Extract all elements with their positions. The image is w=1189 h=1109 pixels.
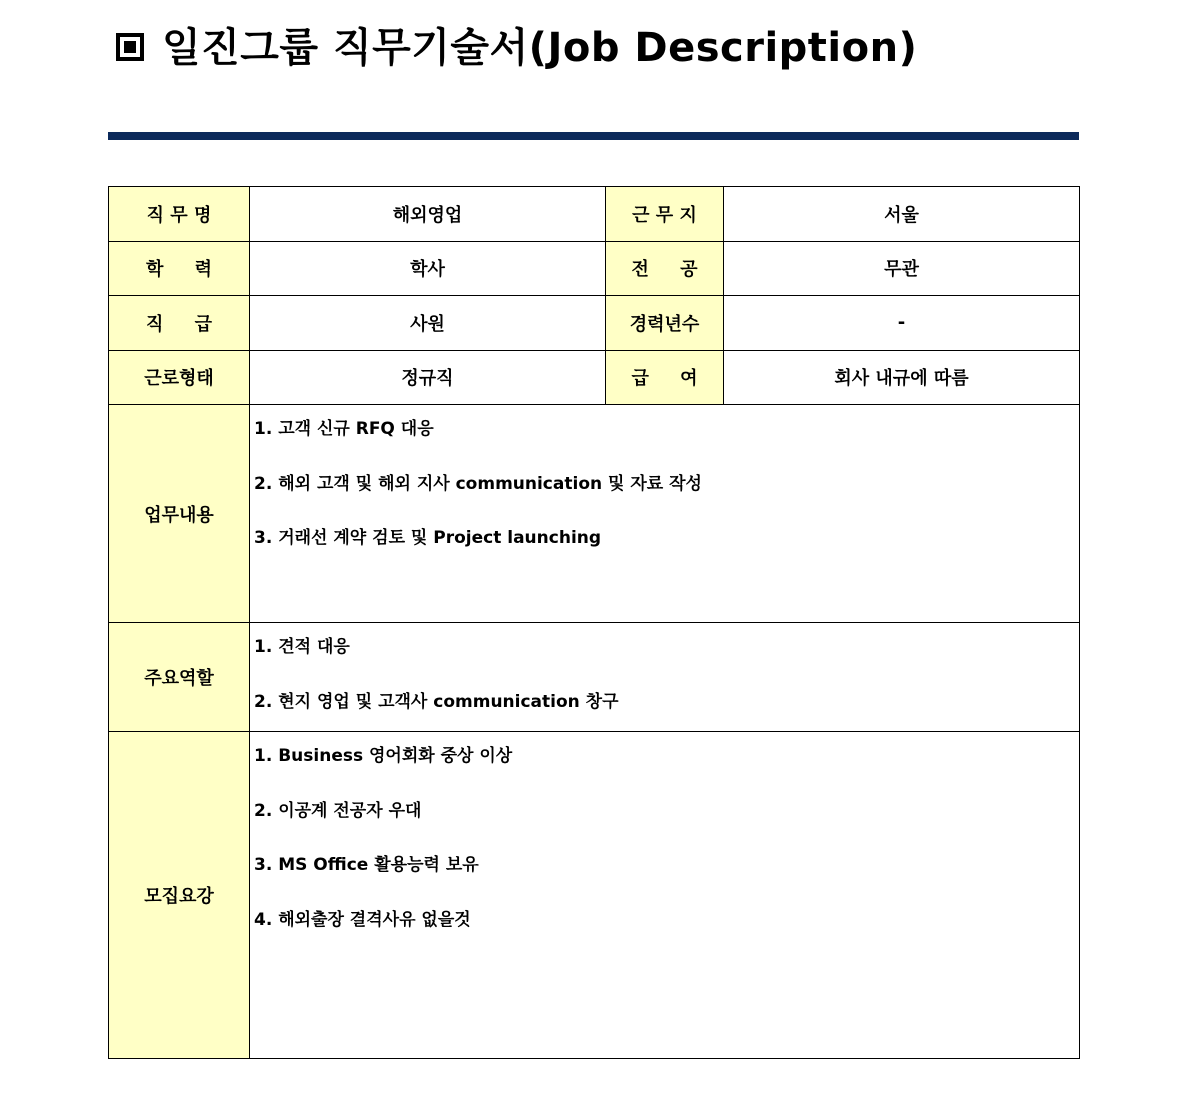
list-item: 1. 고객 신규 RFQ 대응 <box>254 419 434 439</box>
list-item: 2. 현지 영업 및 고객사 communication 창구 <box>254 691 619 712</box>
employment-type-value-text: 정규직 <box>401 368 454 390</box>
requirements-label <box>109 732 250 1059</box>
list-item: 2. 이공계 전공자 우대 <box>254 800 422 821</box>
requirements-content <box>250 732 1080 1059</box>
job-name-label-text: 직 무 명 <box>146 204 212 226</box>
employment-type-value <box>250 350 606 405</box>
salary-label <box>606 350 724 405</box>
table-row <box>109 296 1080 351</box>
duties-label-text: 업무내용 <box>144 504 214 526</box>
list-item: 1. 견적 대응 <box>254 637 350 657</box>
major-value <box>724 241 1080 296</box>
position-label <box>109 296 250 351</box>
salary-value <box>724 350 1080 405</box>
education-label <box>109 241 250 296</box>
workplace-value-text: 서울 <box>884 204 919 226</box>
list-item: 4. 해외출장 결격사유 없을것 <box>254 909 471 930</box>
job-name-value-text: 해외영업 <box>392 204 463 226</box>
position-value-text: 사원 <box>410 313 445 335</box>
requirements-label-text: 모집요강 <box>144 886 214 907</box>
position-value <box>250 296 606 351</box>
page-title <box>116 18 917 78</box>
employment-type-label-text: 근로형태 <box>144 368 214 390</box>
list-item: 1. Business 영어회화 중상 이상 <box>254 746 513 766</box>
roles-content <box>250 623 1080 732</box>
education-label-text: 학 력 <box>145 259 213 281</box>
table-row <box>109 732 1080 1059</box>
duties-content <box>250 405 1080 623</box>
table-row <box>109 623 1080 732</box>
roles-label <box>109 623 250 732</box>
salary-label-text: 급 여 <box>631 368 698 390</box>
table-row <box>109 187 1080 242</box>
education-value-text: 학사 <box>410 259 445 281</box>
workplace-label <box>606 187 724 242</box>
salary-value-text: 회사 내규에 따름 <box>834 368 969 390</box>
table-row <box>109 405 1080 623</box>
major-label <box>606 241 724 296</box>
table-row <box>109 350 1080 405</box>
workplace-value <box>724 187 1080 242</box>
job-description-table <box>108 186 1080 1059</box>
list-item: 2. 해외 고객 및 해외 지사 communication 및 자료 작성 <box>254 473 702 494</box>
list-item: 3. MS Office 활용능력 보유 <box>254 855 479 875</box>
job-name-label <box>109 187 250 242</box>
job-name-value <box>250 187 606 242</box>
list-item: 3. 거래선 계약 검토 및 Project launching <box>254 528 602 548</box>
experience-value <box>724 296 1080 351</box>
duties-label <box>109 405 250 623</box>
major-value-text: 무관 <box>884 259 919 281</box>
title-divider <box>108 132 1079 140</box>
experience-label-text: 경력년수 <box>629 313 700 335</box>
black-square-icon <box>116 33 144 61</box>
workplace-label-text: 근 무 지 <box>632 204 697 226</box>
roles-label-text: 주요역할 <box>144 668 214 689</box>
major-label-text: 전 공 <box>631 259 698 281</box>
position-label-text: 직 급 <box>145 313 213 335</box>
experience-label <box>606 296 724 351</box>
employment-type-label <box>109 350 250 405</box>
table-row <box>109 241 1080 296</box>
experience-value-text: - <box>897 312 906 334</box>
education-value <box>250 241 606 296</box>
page-title-text: 일진그룹 직무기술서(Job Description) <box>162 25 918 71</box>
